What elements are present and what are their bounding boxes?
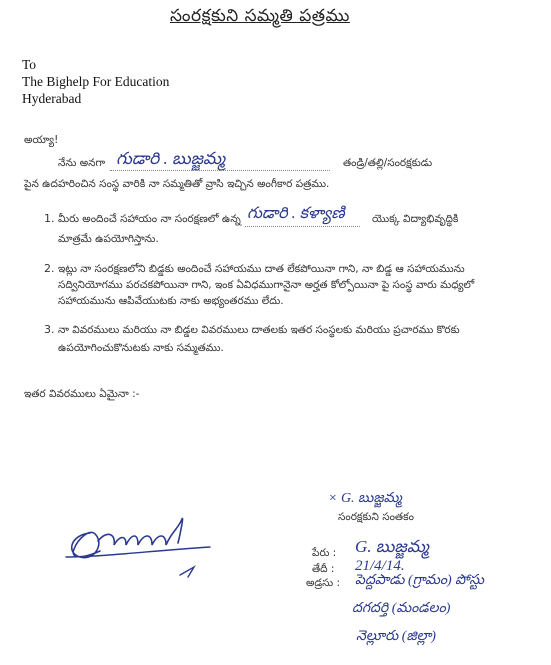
declaration-line-2: పైన ఉదహరించిన సంస్థ వారికి నా సమ్మతితో వ్రాసి ఇచ్చిన అంగీకార పత్రము. xyxy=(24,178,330,190)
child-name-blank xyxy=(245,226,360,227)
salutation: అయ్యా! xyxy=(24,134,59,146)
guardian-signature-label: సంరక్షకుని సంతకం xyxy=(338,511,414,523)
city-line: Hyderabad xyxy=(22,91,82,106)
address-line-1: పెద్దపాడు (గ్రామం) పోస్టు xyxy=(355,573,484,588)
point-1-line-2: మాత్రమే ఉపయోగిస్తాను. xyxy=(58,233,159,245)
point-3-line-1: నా వివరములు మరియు నా బిడ్డల వివరములు దాతలకు ఇతర సంస్థలకు మరియు ప్రచారము కొరకు xyxy=(58,324,460,336)
page-title: సంరక్షకుని సమ్మతి పత్రము xyxy=(170,6,350,26)
date-value: 21/4/14. xyxy=(355,558,405,574)
name-value: G. బుజ్జమ్మ xyxy=(355,537,429,556)
point-2-line-2: సద్వినియోగము పరచకపోయినా గాని, ఇంక ఏవిధముగానైనా అర్హత కోల్పోయినా పై సంస్థ వారు మధ్యలో xyxy=(58,279,475,291)
other-details-label: ఇతర వివరములు ఏమైనా :- xyxy=(24,388,140,400)
point-3-number: 3. xyxy=(44,323,55,336)
address-label: అడ్రసు : xyxy=(306,577,341,589)
point-2-line-3: సహాయమును ఆపివేయుటకు నాకు అభ్యంతరము లేదు. xyxy=(58,295,284,307)
to-line: To xyxy=(22,57,37,72)
child-name-handwritten: గుడారి . కళ్యాణి xyxy=(247,205,345,222)
point-2-line-1: ఇట్లు నా సంరక్షణలోని బిడ్డకు అందించే సహాయము దాత లేకపోయినా గాని, నా బిడ్డ ఆ సహాయమును xyxy=(58,263,465,275)
address-line-3: నెల్లూరు (జిల్లా) xyxy=(356,629,436,644)
point-1-number: 1. xyxy=(44,212,55,225)
organization-line: The Bighelp For Education xyxy=(22,74,170,89)
relation-label: తండ్రి/తల్లి/సంరక్షకుడు xyxy=(343,157,433,169)
guardian-name-blank xyxy=(110,170,330,171)
address-line-2: దగదర్తి (మండలం) xyxy=(352,601,451,616)
point-3-line-2: ఉపయోగించుకొనుటకు నాకు సమ్మతము. xyxy=(58,342,224,354)
point-1-text-pre: మీరు అందించే సహాయం నా సంరక్షణలో ఉన్న xyxy=(58,213,241,225)
guardian-signature-handwritten: × G. బుజ్జమ్మ xyxy=(328,491,402,506)
declaration-prefix: నేను అనగా xyxy=(58,157,106,169)
name-label: పేరు : xyxy=(312,547,337,559)
point-2-number: 2. xyxy=(44,262,55,275)
point-1-text-post: యొక్క విద్యాభివృద్ధికి xyxy=(372,213,459,225)
date-label: తేదీ : xyxy=(312,563,335,575)
signature-scribble xyxy=(60,505,230,590)
guardian-name-handwritten: గుడారి . బుజ్జమ్మ xyxy=(116,149,226,168)
